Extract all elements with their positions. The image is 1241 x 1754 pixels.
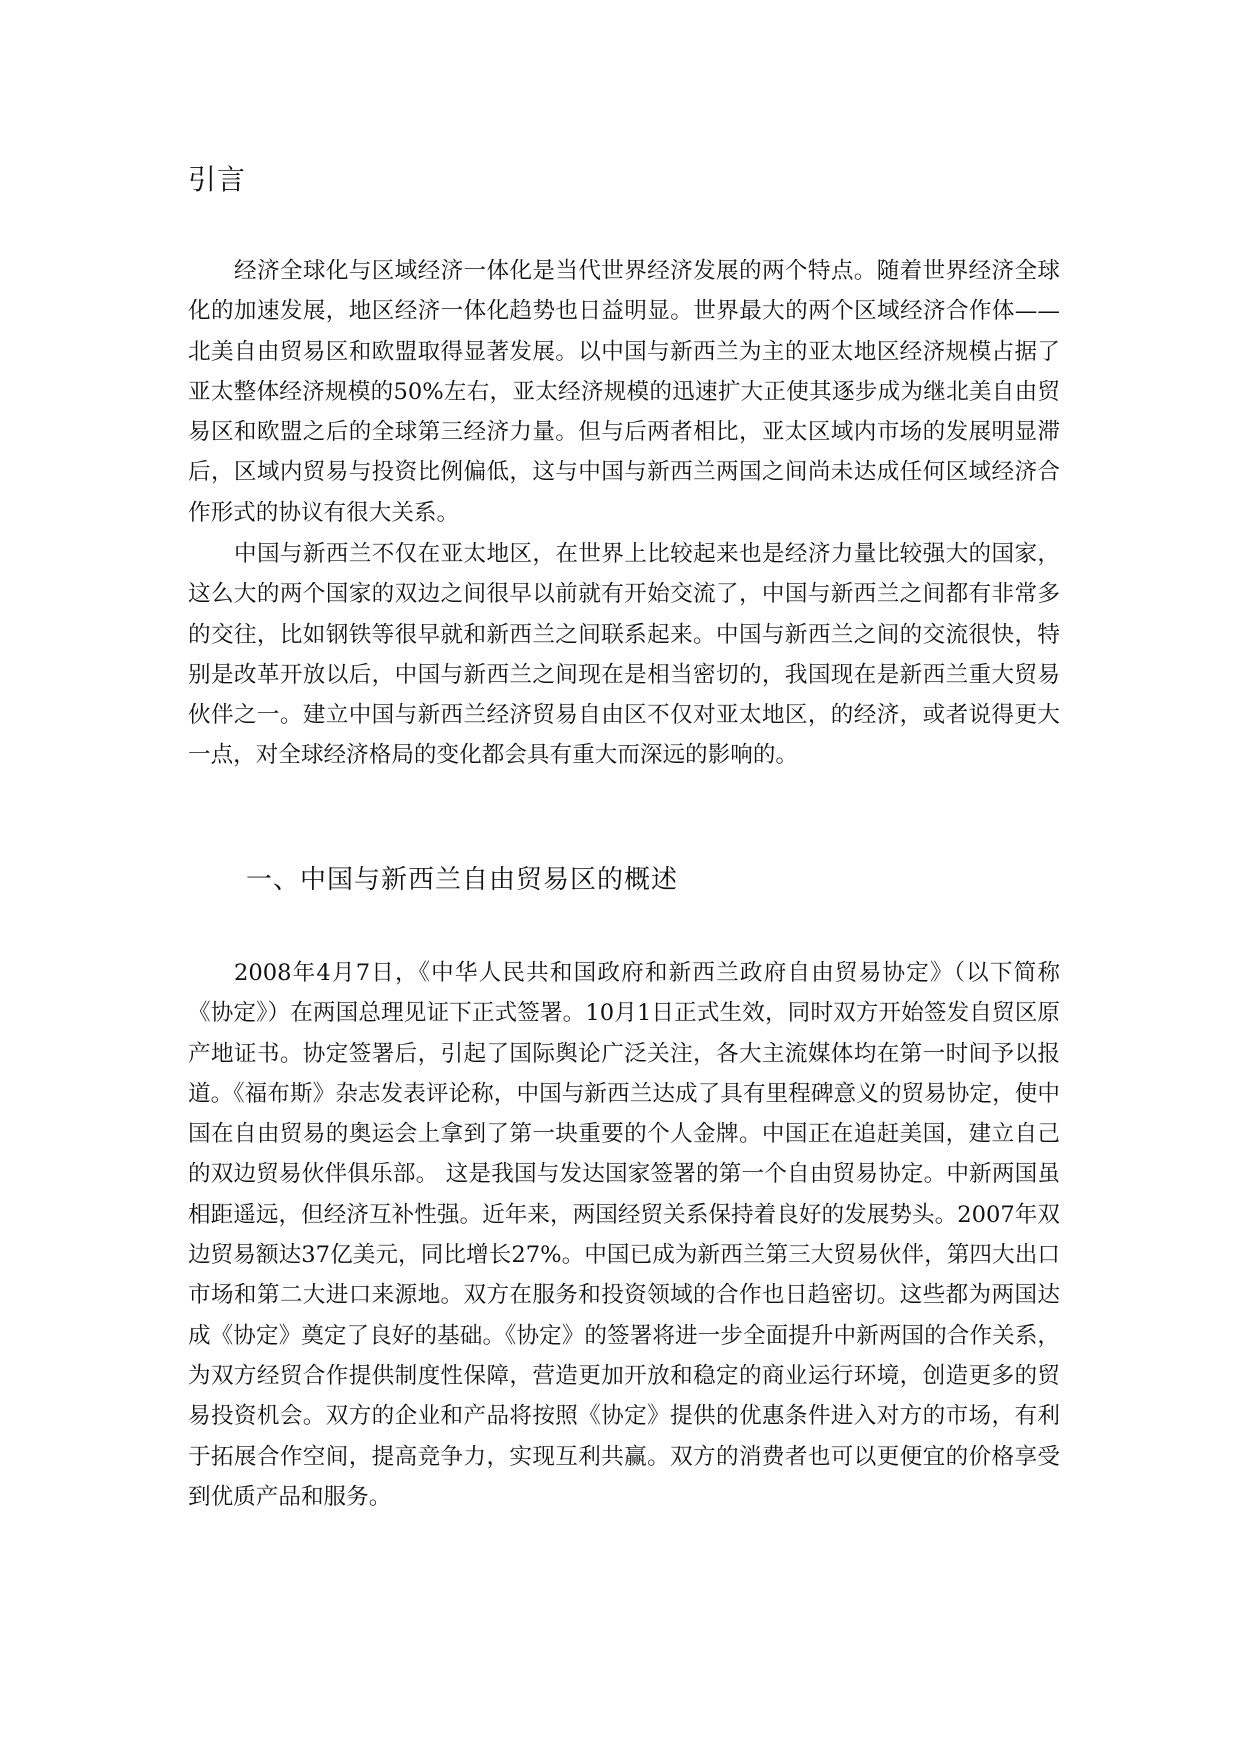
section-heading: 一、中国与新西兰自由贸易区的概述	[246, 865, 679, 895]
intro-heading: 引言	[188, 163, 247, 196]
section-paragraph-1: 2008年4月7日，《中华人民共和国政府和新西兰政府自由贸易协定》（以下简称《协定》）在两国总理见证下正式签署。10月1日正式生效，同时双方开始签发自贸区原产地证书。协定签署后，引起了国际舆论广泛关注，各大主流媒体均在第一时间予以报道。《福布斯》杂志发表评论称，中国与新西兰达成了具有里程碑意义的贸易协定，使中国在自由贸易的奥运会上拿到了第一块重要的个人金牌。中国正在追赶美国，建立自己的双边贸易伙伴俱乐部。 这是我国与发达国家签署的第一个自由贸易协定。中新两国虽相距遥远，但经济互补性强。近年来，两国经贸关系保持着良好的发展势头。2007年双边贸易额达37亿美元，同比增长27%。中国已成为新西兰第三大贸易伙伴，第四大出口市场和第二大进口来源地。双方在服务和投资领域的合作也日趋密切。这些都为两国达成《协定》奠定了良好的基础。《协定》的签署将进一步全面提升中新两国的合作关系，为双方经贸合作提供制度性保障，营造更加开放和稳定的商业运行环境，创造更多的贸易投资机会。双方的企业和产品将按照《协定》提供的优惠条件进入对方的市场，有利于拓展合作空间，提高竞争力，实现互利共赢。双方的消费者也可以更便宜的价格享受到优质产品和服务。	[188, 960, 1060, 1510]
intro-paragraph-1: 经济全球化与区域经济一体化是当代世界经济发展的两个特点。随着世界经济全球化的加速发展，地区经济一体化趋势也日益明显。世界最大的两个区域经济合作体——北美自由贸易区和欧盟取得显著发展。以中国与新西兰为主的亚太地区经济规模占据了亚太整体经济规模的50%左右，亚太经济规模的迅速扩大正使其逐步成为继北美自由贸易区和欧盟之后的全球第三经济力量。但与后两者相比，亚太区域内市场的发展明显滞后，区域内贸易与投资比例偏低，这与中国与新西兰两国之间尚未达成任何区域经济合作形式的协议有很大关系。	[188, 258, 1060, 526]
intro-paragraph-2: 中国与新西兰不仅在亚太地区，在世界上比较起来也是经济力量比较强大的国家，这么大的两个国家的双边之间很早以前就有开始交流了，中国与新西兰之间都有非常多的交往，比如钢铁等很早就和新西兰之间联系起来。中国与新西兰之间的交流很快，特别是改革开放以后，中国与新西兰之间现在是相当密切的，我国现在是新西兰重大贸易伙伴之一。建立中国与新西兰经济贸易自由区不仅对亚太地区，的经济，或者说得更大一点，对全球经济格局的变化都会具有重大而深远的影响的。	[188, 541, 1060, 769]
